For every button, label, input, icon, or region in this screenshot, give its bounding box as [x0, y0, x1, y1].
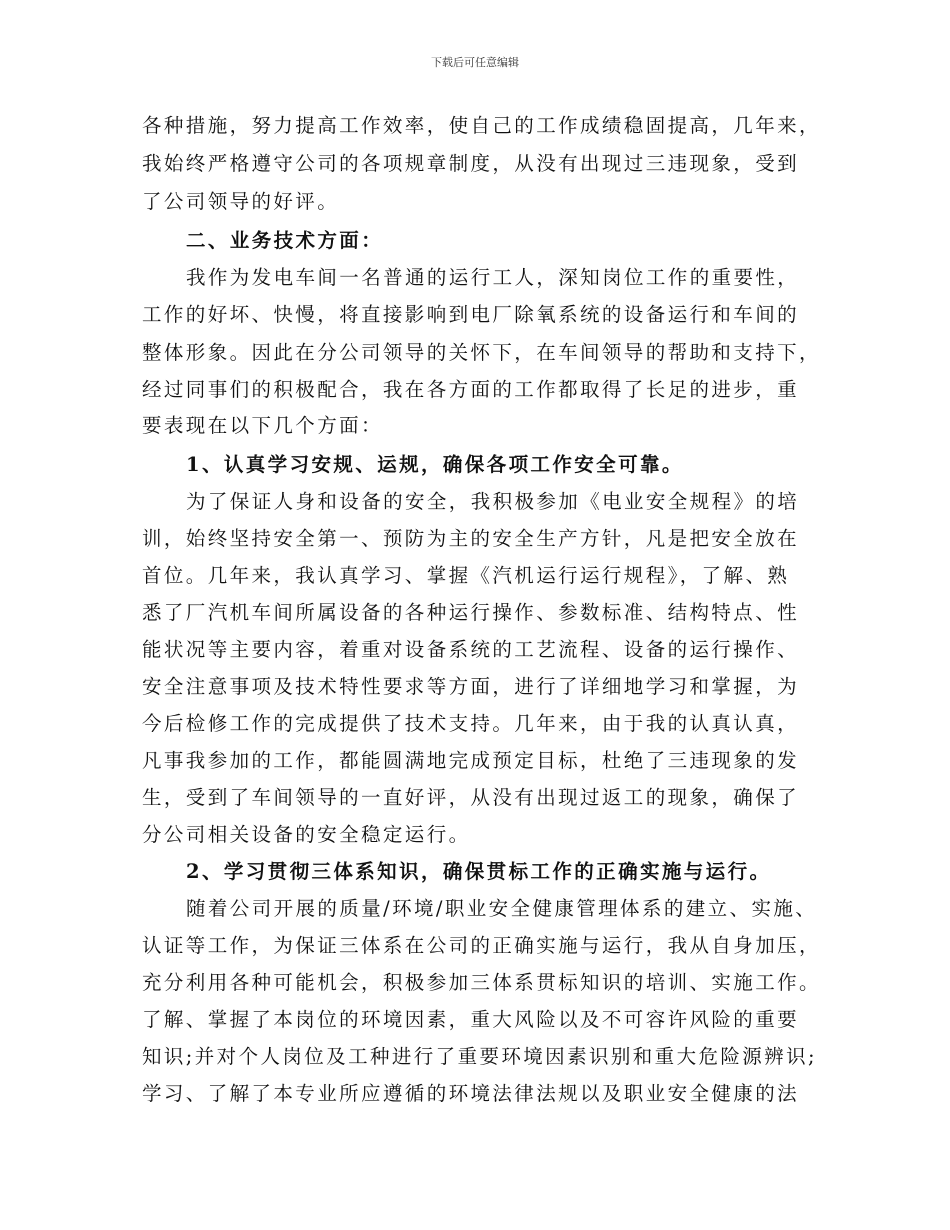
text-line: 了解、掌握了本岗位的环境因素，重大风险以及不可容许风险的重要 [142, 1008, 800, 1031]
text-line: 首位。几年来，我认真学习、掌握《汽机运行运行规程》，了解、熟 [142, 564, 790, 587]
text-line: 各种措施，努力提高工作效率，使自己的工作成绩稳固提高，几年来， [142, 114, 821, 137]
text-line: 整体形象。因此在分公司领导的关怀下，在车间领导的帮助和支持下， [142, 341, 821, 364]
text-line: 随着公司开展的质量/环境/职业安全健康管理体系的建立、实施、 [186, 897, 818, 920]
text-line: 悉了厂汽机车间所属设备的各种运行操作、参数标准、结构特点、性 [142, 601, 800, 624]
text-line: 能状况等主要内容，着重对设备系统的工艺流程、设备的运行操作、 [142, 638, 800, 661]
subsection-heading: 1、认真学习安规、运规，确保各项工作安全可靠。 [186, 453, 684, 476]
text-line: 知识;并对个人岗位及工种进行了重要环境因素识别和重大危险源辨识; [142, 1045, 817, 1068]
page-header: 下载后可任意编辑 [431, 56, 519, 69]
text-line: 我作为发电车间一名普通的运行工人，深知岗位工作的重要性， [186, 266, 800, 289]
text-line: 分公司相关设备的安全稳定运行。 [142, 823, 471, 846]
text-line: 充分利用各种可能机会，积极参加三体系贯标知识的培训、实施工作。 [142, 971, 821, 994]
section-heading: 二、业务技术方面： [186, 229, 384, 252]
text-line: 今后检修工作的完成提供了技术支持。几年来，由于我的认真认真， [142, 712, 800, 735]
text-line: 凡事我参加的工作，都能圆满地完成预定目标，杜绝了三违现象的发 [142, 749, 800, 772]
subsection-heading: 2、学习贯彻三体系知识，确保贯标工作的正确实施与运行。 [186, 860, 772, 883]
text-line: 了公司领导的好评。 [142, 190, 340, 213]
text-line: 为了保证人身和设备的安全，我积极参加《电业安全规程》的培 [186, 490, 800, 513]
text-line: 安全注意事项及技术特性要求等方面，进行了详细地学习和掌握，为 [142, 675, 800, 698]
text-line: 训，始终坚持安全第一、预防为主的安全生产方针，凡是把安全放在 [142, 527, 800, 550]
text-line: 生，受到了车间领导的一直好评，从没有出现过返工的现象，确保了 [142, 786, 800, 809]
text-line: 经过同事们的积极配合，我在各方面的工作都取得了长足的进步，重 [142, 378, 800, 401]
text-line: 我始终严格遵守公司的各项规章制度，从没有出现过三违现象，受到 [142, 152, 800, 175]
text-line: 要表现在以下几个方面： [142, 414, 383, 437]
text-line: 学习、了解了本专业所应遵循的环境法律法规以及职业安全健康的法 [142, 1082, 800, 1105]
text-line: 工作的好坏、快慢，将直接影响到电厂除氧系统的设备运行和车间的 [142, 303, 800, 326]
text-line: 认证等工作，为保证三体系在公司的正确实施与运行，我从自身加压， [142, 934, 821, 957]
